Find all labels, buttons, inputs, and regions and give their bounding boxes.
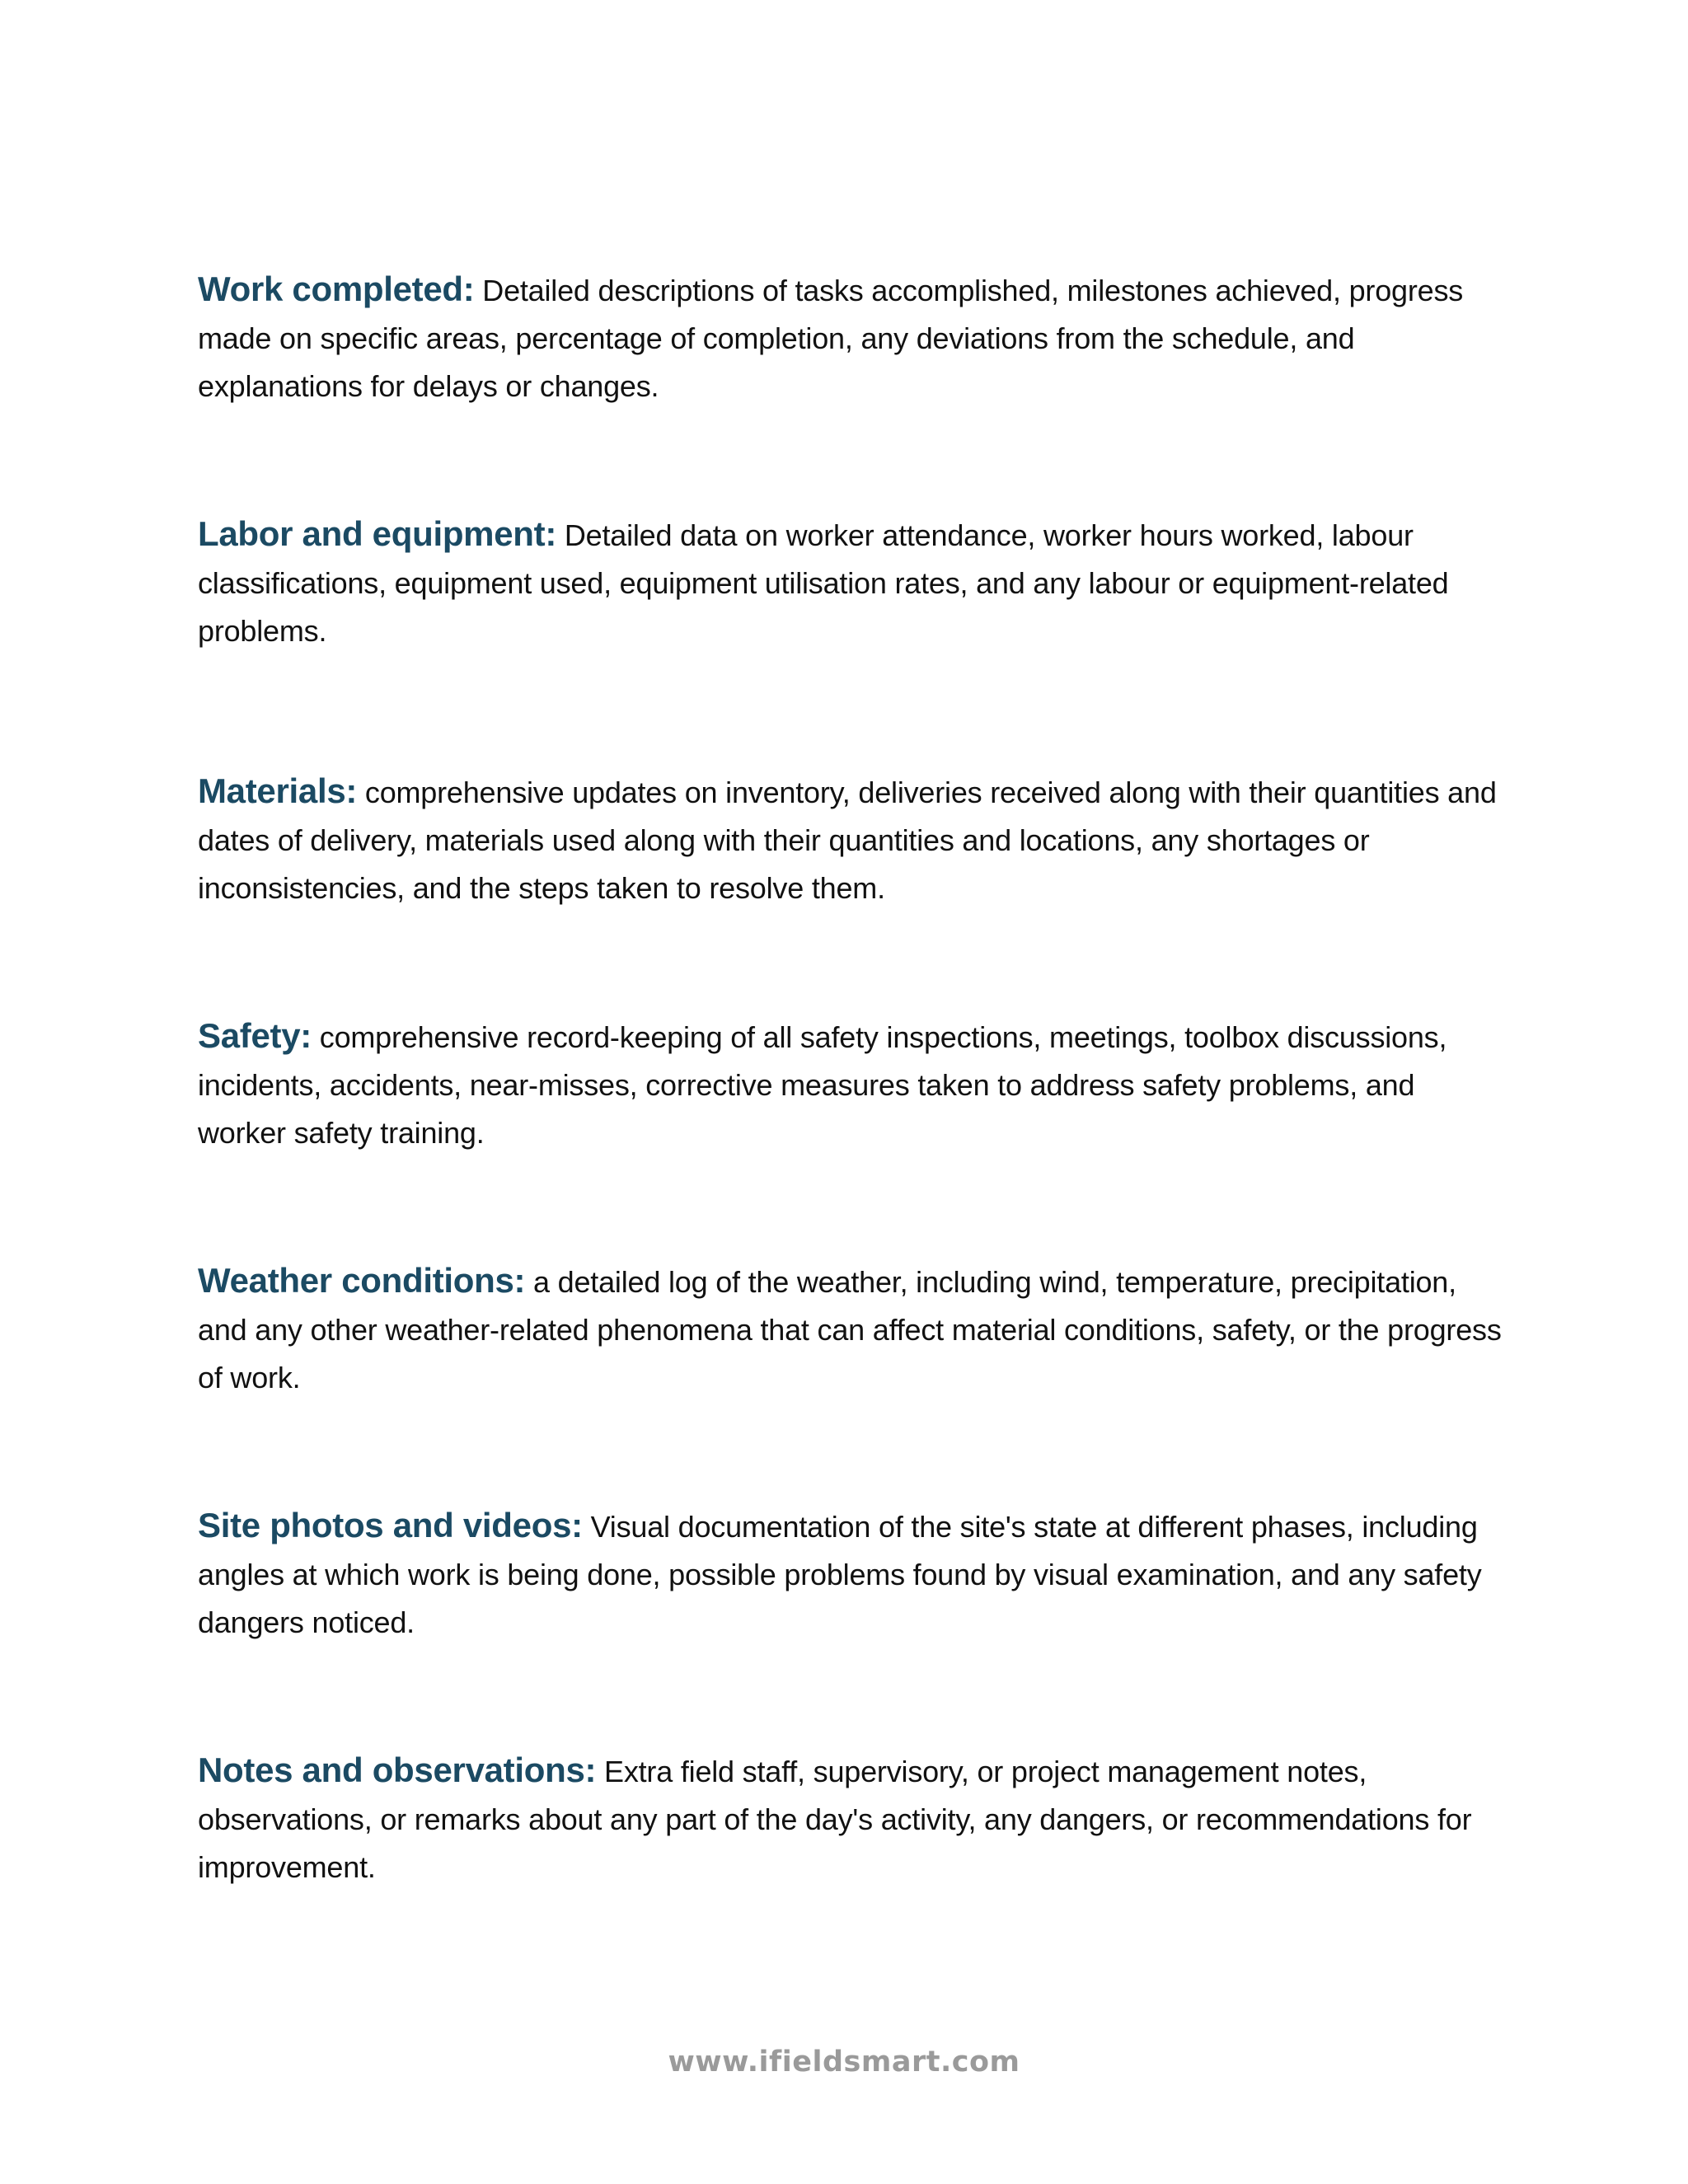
section-heading: Notes and observations: [198,1750,597,1789]
section-body: Extra field staff, supervisory, or project management notes, observations, or remarks about any part of the day's activity, any dangers, or recommendations for improvement. [198,1755,1472,1884]
section-body: Detailed descriptions of tasks accomplished, milestones achieved, progress made on specific areas, percentage of completion, any deviations from the schedule, and explanations for delays or changes. [198,274,1464,403]
section-safety [198,1012,1508,1157]
section-heading: Weather conditions: [198,1261,526,1300]
section-notes-and-observations [198,1746,1508,1891]
section-body: a detailed log of the weather, including wind, temperature, precipitation, and any other weather-related phenomena that can affect material conditions, safety, or the progress of work. [198,1265,1502,1394]
section-heading: Safety: [198,1016,312,1055]
section-labor-and-equipment [198,510,1508,655]
section-materials [198,767,1508,912]
section-body: comprehensive record-keeping of all safety inspections, meetings, toolbox discussions, incidents, accidents, near-misses, corrective measures taken to address safety problems, and worker safety training. [198,1020,1447,1150]
section-site-photos-and-videos [198,1502,1508,1647]
section-heading: Work completed: [198,269,475,308]
section-work-completed [198,265,1508,410]
section-body: Detailed data on worker attendance, worker hours worked, labour classifications, equipment used, equipment utilisation rates, and any labour or equipment-related problems. [198,518,1449,648]
section-body: comprehensive updates on inventory, deliveries received along with their quantities and dates of delivery, materials used along with their quantities and locations, any shortages or inconsistencies, and the steps taken to resolve them. [198,776,1497,905]
section-body: Visual documentation of the site's state at different phases, including angles at which work is being done, possible problems found by visual examination, and any safety dangers noticed. [198,1510,1482,1639]
section-weather-conditions [198,1257,1508,1402]
footer-website-url: www.ifieldsmart.com [668,2046,1020,2079]
section-heading: Labor and equipment: [198,514,557,553]
section-heading: Site photos and videos: [198,1506,583,1544]
section-heading: Materials: [198,771,358,810]
